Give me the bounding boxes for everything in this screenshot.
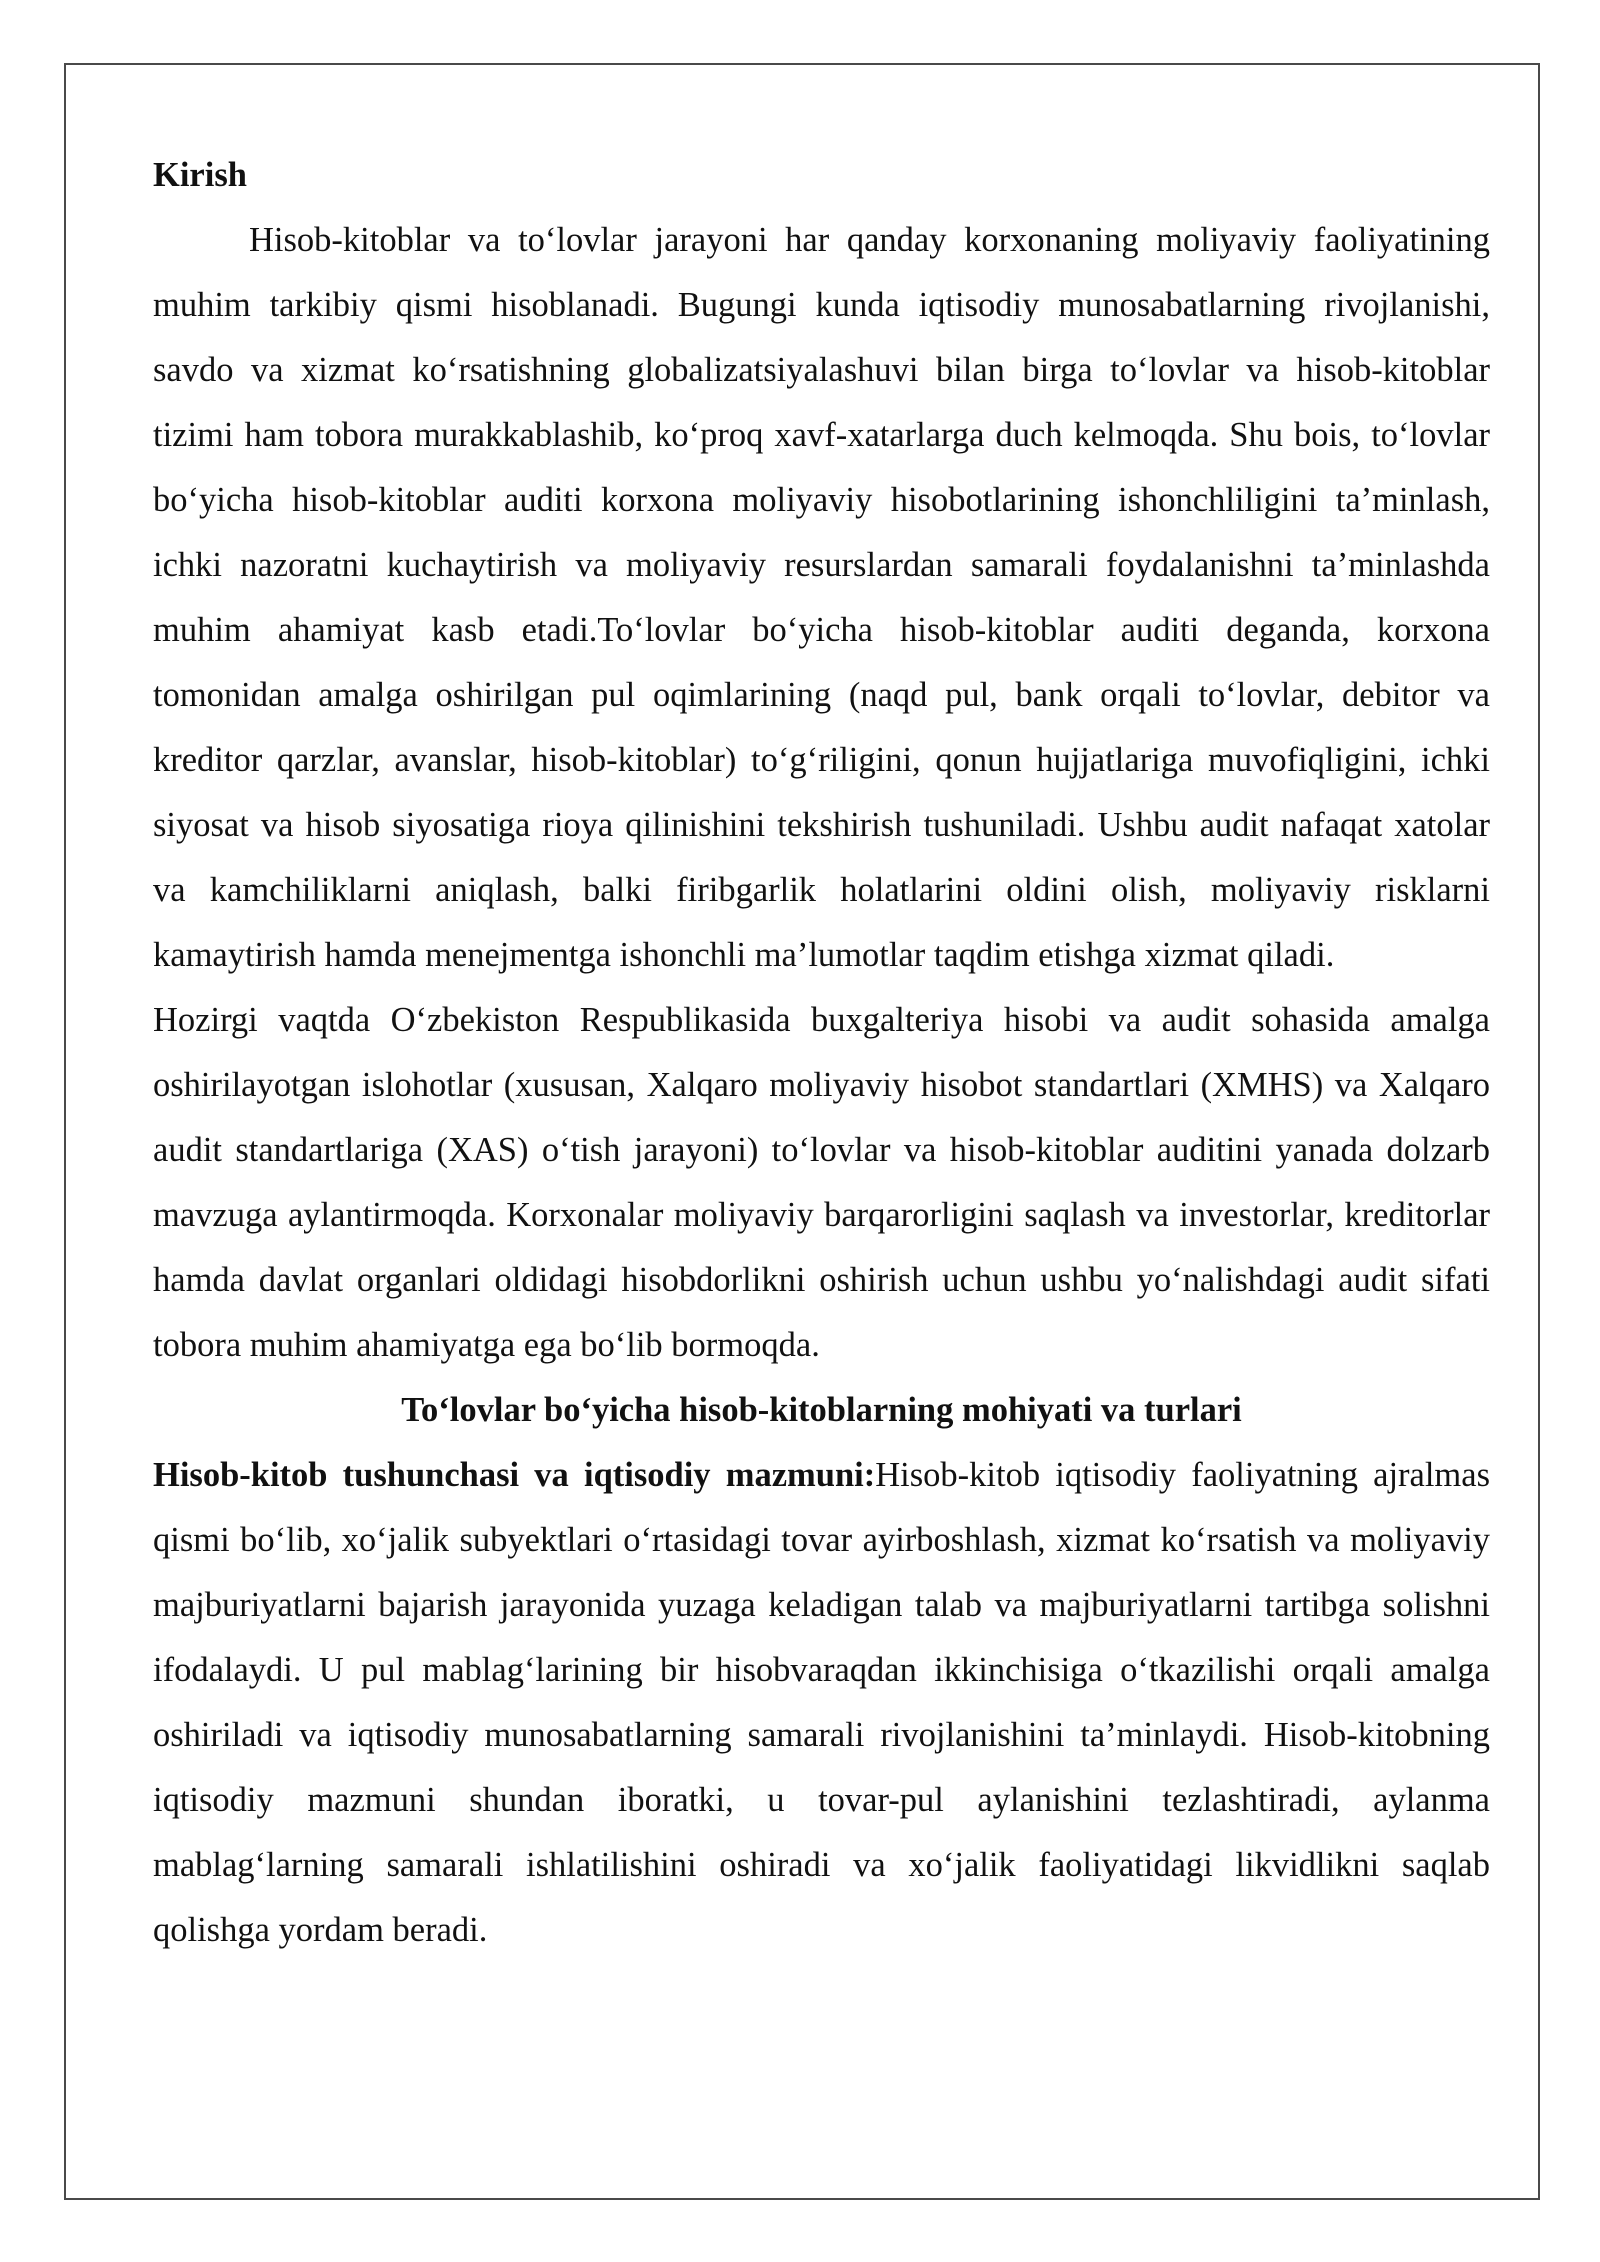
- document-body: [153, 143, 1490, 1963]
- subsection-text: Hisob-kitob iqtisodiy faoliyatning ajralmas qismi bo‘lib, xo‘jalik subyektlari o‘rtasidagi tovar ayirboshlash, xizmat ko‘rsatish va moliyaviy majburiyatlarni bajarish jarayonida yuzaga keladigan talab va majburiyatlarni tartibga solishni ifodalaydi. U pul mablag‘larining bir hisobvaraqdan ikkinchisiga o‘tkazilishi orqali amalga oshiriladi va iqtisodiy munosabatlarning samarali rivojlanishini ta’minlaydi. Hisob-kitobning iqtisodiy mazmuni shundan iboratki, u tovar-pul aylanishini tezlashtiradi, aylanma mablag‘larning samarali ishlatilishini oshiradi va xo‘jalik faoliyatidagi likvidlikni saqlab qolishga yordam beradi.: [153, 1456, 1490, 1949]
- subsection-paragraph: [153, 1443, 1490, 1963]
- intro-paragraph-2: Hozirgi vaqtda O‘zbekiston Respublikasida buxgalteriya hisobi va audit sohasida amalga oshirilayotgan islohotlar (xususan, Xalqaro moliyaviy hisobot standartlari (XMHS) va Xalqaro audit standartlariga (XAS) o‘tish jarayoni) to‘lovlar va hisob-kitoblar auditini yanada dolzarb mavzuga aylantirmoqda. Korxonalar moliyaviy barqarorligini saqlash va investorlar, kreditorlar hamda davlat organlari oldidagi hisobdorlikni oshirish uchun ushbu yo‘nalishdagi audit sifati tobora muhim ahamiyatga ega bo‘lib bormoqda.: [153, 1001, 1490, 1364]
- heading-kirish: Kirish: [153, 156, 247, 194]
- subsection-label: Hisob-kitob tushunchasi va iqtisodiy mazmuni:: [153, 1456, 876, 1494]
- section-title: To‘lovlar bo‘yicha hisob-kitoblarning mohiyati va turlari: [401, 1391, 1242, 1429]
- intro-paragraph-1: Hisob-kitoblar va to‘lovlar jarayoni har qanday korxonaning moliyaviy faoliyatining muhim tarkibiy qismi hisoblanadi. Bugungi kunda iqtisodiy munosabatlarning rivojlanishi, savdo va xizmat ko‘rsatishning globalizatsiyalashuvi bilan birga to‘lovlar va hisob-kitoblar tizimi ham tobora murakkablashib, ko‘proq xavf-xatarlarga duch kelmoqda. Shu bois, to‘lovlar bo‘yicha hisob-kitoblar auditi korxona moliyaviy hisobotlarining ishonchliligini ta’minlash, ichki nazoratni kuchaytirish va moliyaviy resurslardan samarali foydalanishni ta’minlashda muhim ahamiyat kasb etadi.To‘lovlar bo‘yicha hisob-kitoblar auditi deganda, korxona tomonidan amalga oshirilgan pul oqimlarining (naqd pul, bank orqali to‘lovlar, debitor va kreditor qarzlar, avanslar, hisob-kitoblar) to‘g‘riligini, qonun hujjatlariga muvofiqligini, ichki siyosat va hisob siyosatiga rioya qilinishini tekshirish tushuniladi. Ushbu audit nafaqat xatolar va kamchiliklarni aniqlash, balki firibgarlik holatlarini oldini olish, moliyaviy risklarni kamaytirish hamda menejmentga ishonchli ma’lumotlar taqdim etishga xizmat qiladi.: [153, 221, 1490, 974]
